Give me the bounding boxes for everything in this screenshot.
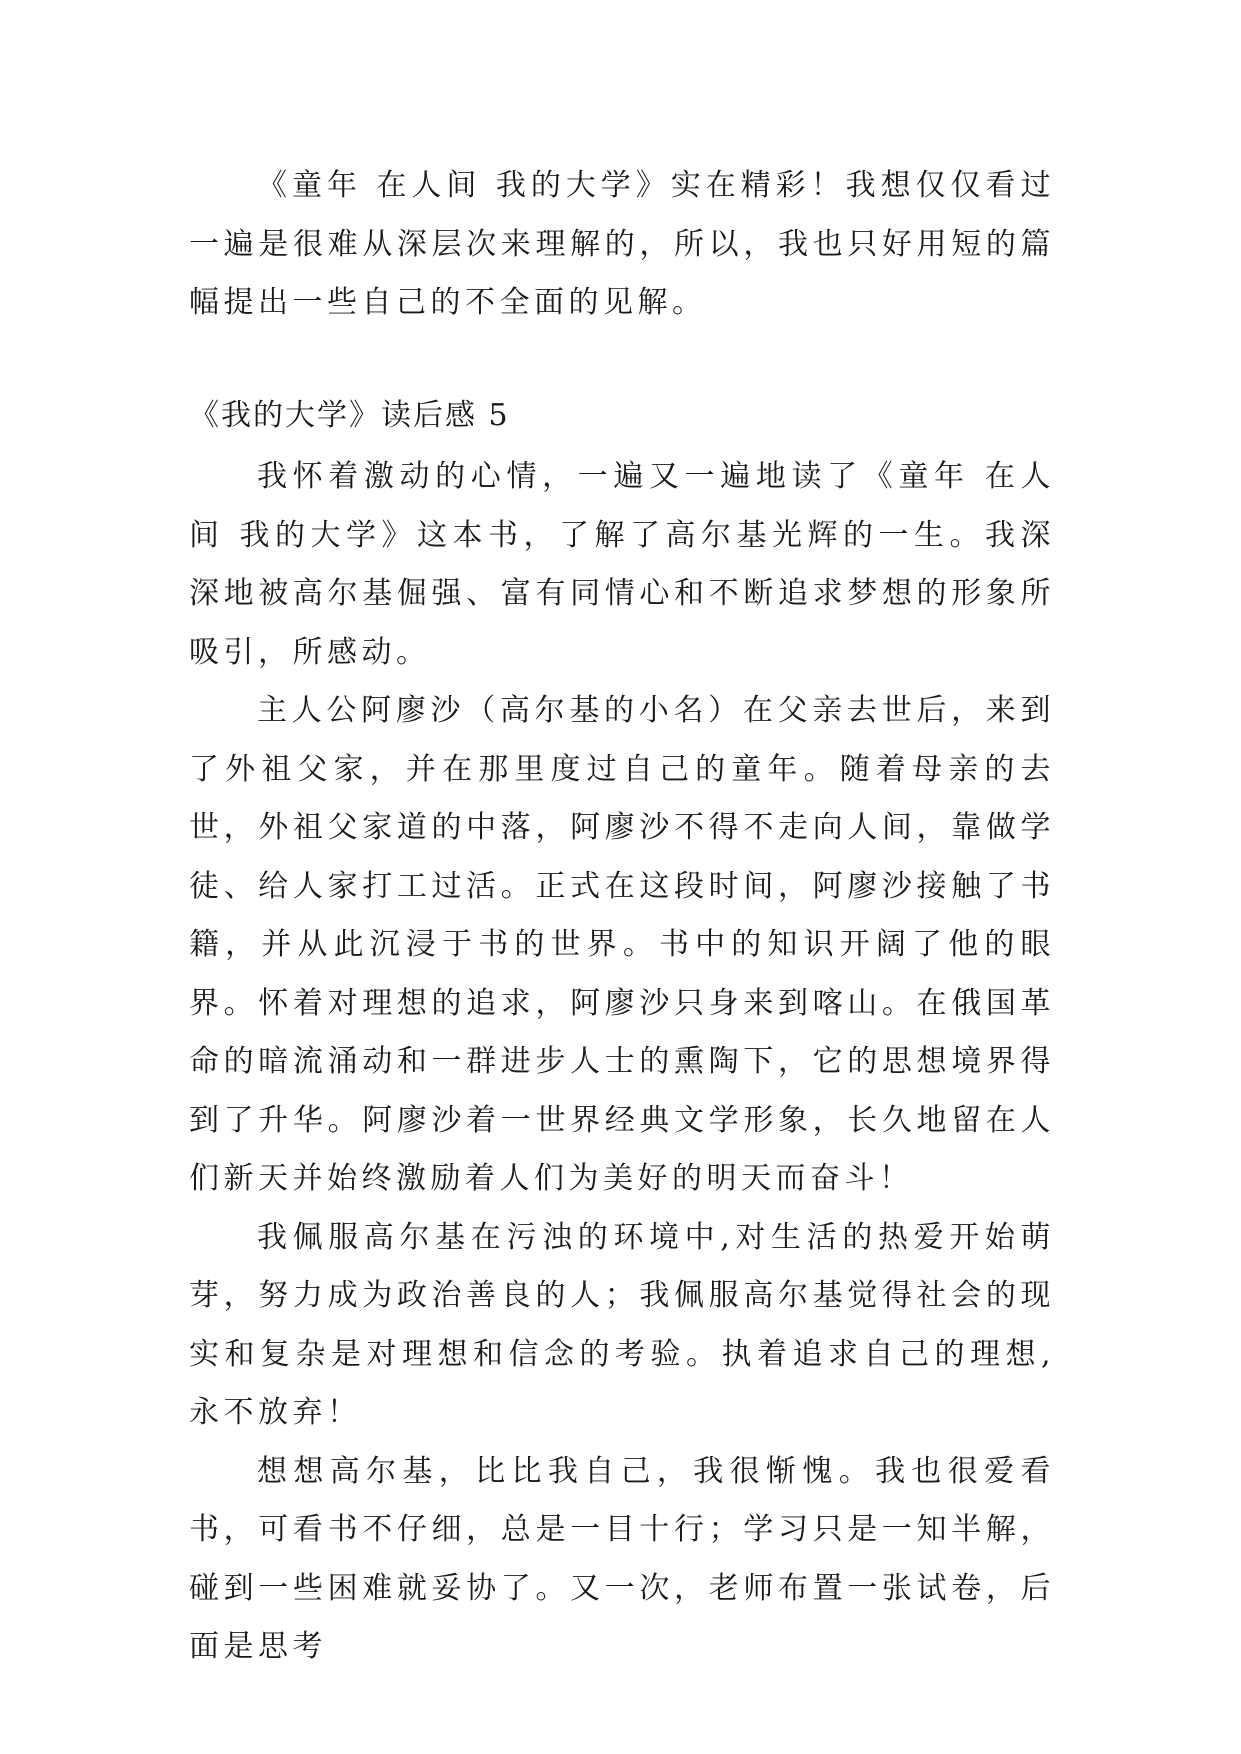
intro-text-block — [189, 157, 1055, 333]
body-paragraph: 想想高尔基，比比我自己，我很惭愧。我也很爱看书，可看书不仔细，总是一目十行；学习只是一知半解，碰到一些困难就妥协了。又一次，老师布置一张试卷，后面是思考 — [189, 1453, 1055, 1664]
section-heading: 《我的大学》读后感 5 — [189, 398, 510, 433]
body-paragraph: 我怀着激动的心情，一遍又一遍地读了《童年 在人间 我的大学》这本书，了解了高尔基光辉的一生。我深深地被高尔基倔强、富有同情心和不断追求梦想的形象所吸引，所感动。 — [189, 459, 1055, 670]
intro-paragraph: 《童年 在人间 我的大学》实在精彩！我想仅仅看过一遍是很难从深层次来理解的，所以，我也只好用短的篇幅提出一些自己的不全面的见解。 — [189, 168, 1055, 320]
body-paragraph: 主人公阿廖沙（高尔基的小名）在父亲去世后，来到了外祖父家，并在那里度过自己的童年。随着母亲的去世，外祖父家道的中落，阿廖沙不得不走向人间，靠做学徒、给人家打工过活。正式在这段时间，阿廖沙接触了书籍，并从此沉浸于书的世界。书中的知识开阔了他的眼界。怀着对理想的追求，阿廖沙只身来到喀山。在俄国革命的暗流涌动和一群进步人士的熏陶下，它的思想境界得到了升华。阿廖沙着一世界经典文学形象，长久地留在人们新天并始终激励着人们为美好的明天而奋斗！ — [189, 693, 1055, 1196]
body-paragraph: 我佩服高尔基在污浊的环境中,对生活的热爱开始萌芽，努力成为政治善良的人；我佩服高尔基觉得社会的现实和复杂是对理想和信念的考验。执着追求自己的理想,永不放弃！ — [189, 1219, 1055, 1430]
main-text-block — [189, 448, 1055, 1677]
